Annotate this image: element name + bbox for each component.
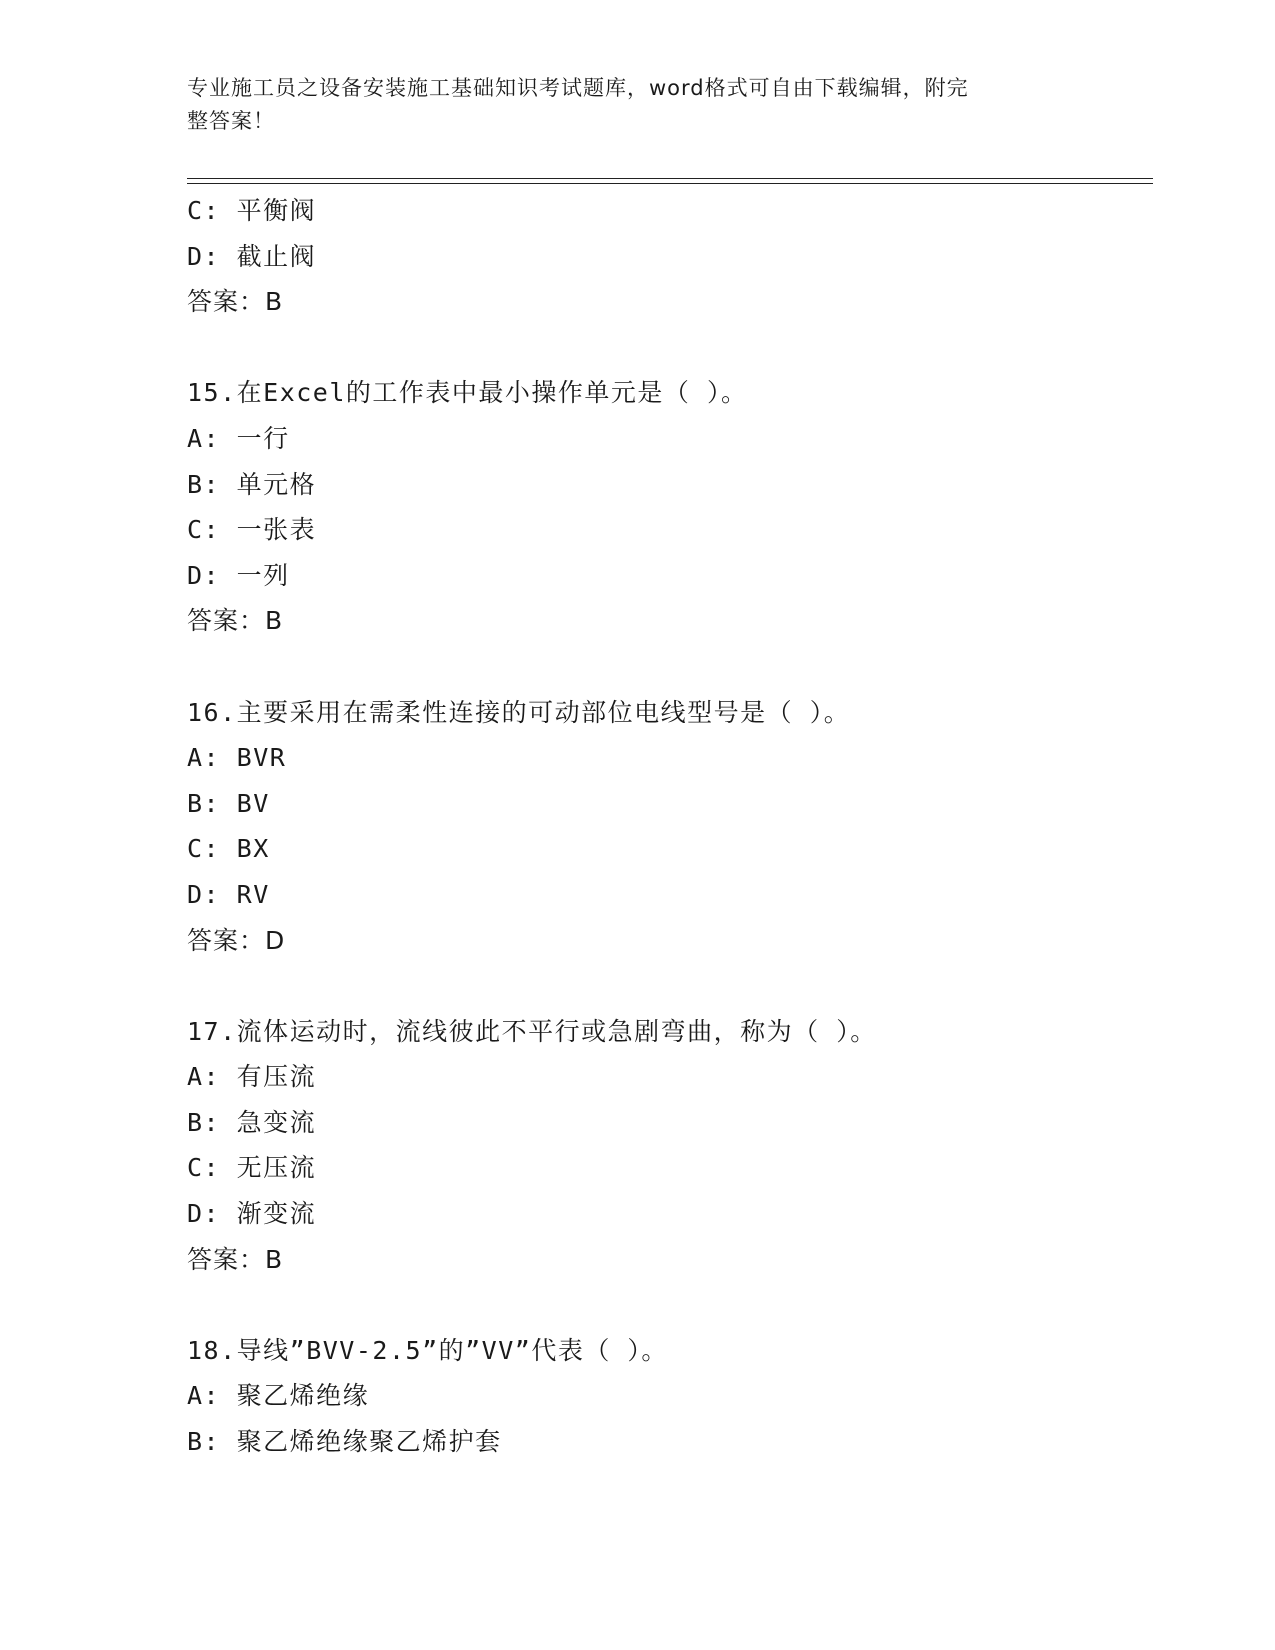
option-b: B: 聚乙烯绝缘聚乙烯护套 bbox=[187, 1427, 502, 1457]
header-divider-bottom bbox=[187, 183, 1153, 184]
answer: 答案：B bbox=[187, 1244, 284, 1274]
option-a: A: 一行 bbox=[187, 423, 290, 453]
spacer bbox=[187, 325, 1147, 371]
previous-question-tail bbox=[187, 188, 1147, 325]
option-c: C: BX bbox=[187, 834, 270, 864]
question-18 bbox=[187, 1328, 1147, 1465]
question-17 bbox=[187, 1009, 1147, 1283]
option-c: C: 无压流 bbox=[187, 1153, 317, 1183]
header-line-1: 专业施工员之设备安装施工基础知识考试题库，word格式可自由下载编辑，附完 bbox=[187, 76, 969, 100]
question-stem: 16.主要采用在需柔性连接的可动部位电线型号是（ ）。 bbox=[187, 697, 851, 727]
option-a: A: 有压流 bbox=[187, 1062, 317, 1092]
document-header bbox=[187, 72, 1087, 138]
header-divider-top bbox=[187, 178, 1153, 179]
header-line-2: 整答案！ bbox=[187, 109, 275, 133]
spacer bbox=[187, 963, 1147, 1009]
option-d: D: 一列 bbox=[187, 560, 290, 590]
option-a: A: 聚乙烯绝缘 bbox=[187, 1381, 370, 1411]
option-b: B: BV bbox=[187, 788, 270, 818]
question-list bbox=[187, 188, 1147, 1465]
option-c: C: 一张表 bbox=[187, 515, 317, 545]
option-b: B: 单元格 bbox=[187, 469, 317, 499]
answer: 答案：B bbox=[187, 287, 284, 317]
question-16 bbox=[187, 690, 1147, 964]
option-d: D: 截止阀 bbox=[187, 241, 317, 271]
spacer bbox=[187, 644, 1147, 690]
question-15 bbox=[187, 370, 1147, 644]
question-stem: 15.在Excel的工作表中最小操作单元是（ ）。 bbox=[187, 378, 748, 408]
answer: 答案：D bbox=[187, 925, 286, 955]
option-d: D: 渐变流 bbox=[187, 1199, 317, 1229]
question-stem: 18.导线”BVV-2.5”的”VV”代表（ ）。 bbox=[187, 1335, 668, 1365]
answer: 答案：B bbox=[187, 606, 284, 636]
spacer bbox=[187, 1282, 1147, 1328]
question-stem: 17.流体运动时，流线彼此不平行或急剧弯曲，称为（ ）。 bbox=[187, 1016, 877, 1046]
option-c: C: 平衡阀 bbox=[187, 196, 317, 225]
option-d: D: RV bbox=[187, 879, 270, 909]
option-b: B: 急变流 bbox=[187, 1107, 317, 1137]
option-a: A: BVR bbox=[187, 743, 287, 773]
